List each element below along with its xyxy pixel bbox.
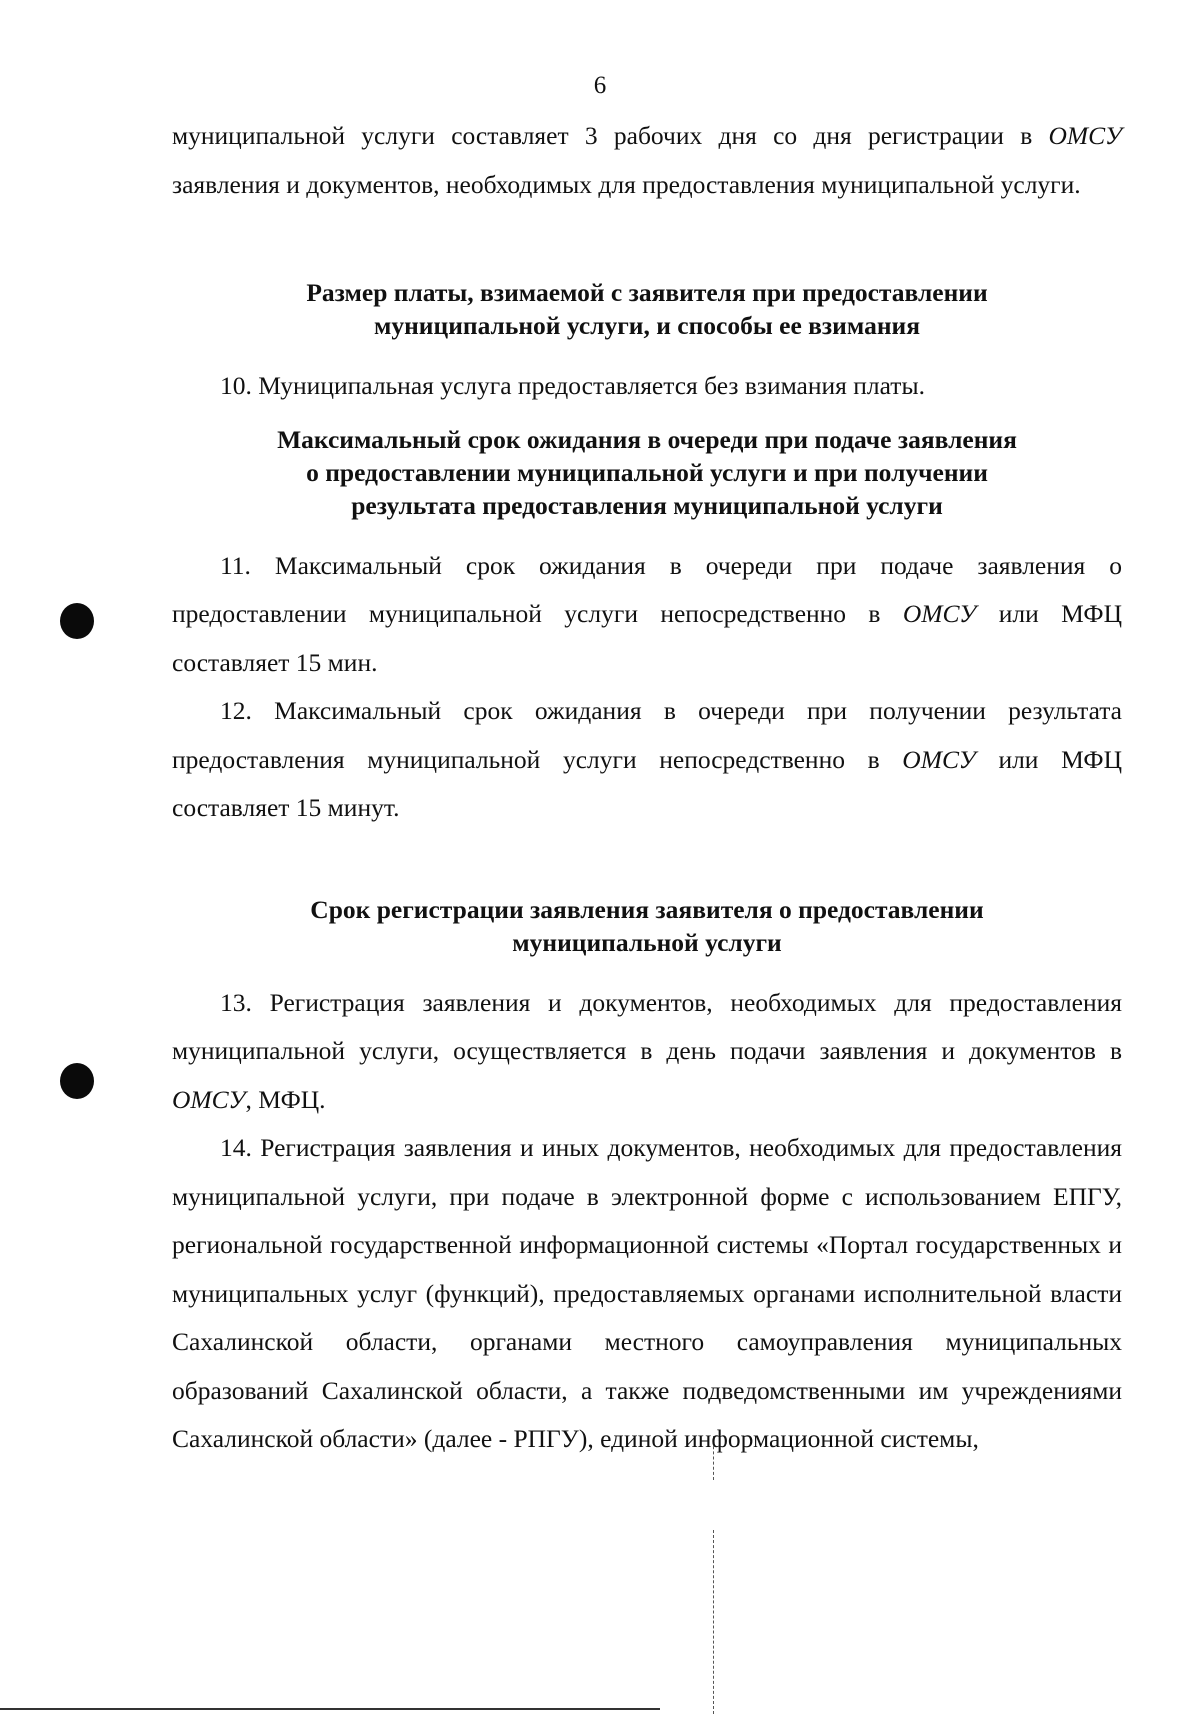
omsu-italic: ОМСУ bbox=[902, 744, 976, 774]
paragraph-14: 14. Регистрация заявления и иных документов, необходимых для предоставления муниципальной услуги, при подаче в электронной форме с использованием ЕПГУ, региональной государственной информационной системы «Портал государственных и муниципальных услуг (функций), предоставляемых органами исполнительной власти Сахалинской области, органами местного самоуправления муниципальных образований Сахалинской области, а также подведомственными им учреждениями Сахалинской области» (далее - РПГУ), единой информационной системы, bbox=[172, 1133, 1122, 1453]
scan-fold-line-lower bbox=[713, 1530, 714, 1714]
paragraph-continuation bbox=[172, 112, 1122, 209]
paragraph-text: 13. Регистрация заявления и документов, необходимых для предоставления муниципальной услуги, осуществляется в день подачи заявления и документов в bbox=[172, 987, 1122, 1065]
heading-line: Максимальный срок ожидания в очереди при подаче заявления bbox=[277, 424, 1017, 454]
heading-line: о предоставлении муниципальной услуги и при получении bbox=[306, 457, 988, 487]
punch-hole-bottom bbox=[60, 1063, 94, 1099]
section-heading-queue-time bbox=[172, 423, 1122, 522]
heading-line: Срок регистрации заявления заявителя о предоставлении bbox=[310, 894, 984, 924]
paragraph-text: муниципальной услуги составляет 3 рабочих дня со дня регистрации в bbox=[172, 121, 1049, 150]
document-body bbox=[172, 112, 1122, 1464]
omsu-italic: ОМСУ bbox=[902, 599, 977, 628]
section-heading-fee bbox=[172, 276, 1122, 342]
paragraph-12 bbox=[172, 687, 1122, 833]
paragraph-text: 12. Максимальный срок ожидания в очереди при получении результата предоставления муниципальной услуги непосредственно в bbox=[172, 696, 1122, 774]
heading-line: муниципальной услуги, и способы ее взимания bbox=[374, 311, 920, 340]
paragraph-text: 11. Максимальный срок ожидания в очереди при подаче заявления о предоставлении муниципальной услуги непосредственно в bbox=[172, 550, 1122, 628]
paragraph-text: , МФЦ. bbox=[245, 1084, 326, 1114]
omsu-italic: ОМСУ bbox=[1048, 121, 1122, 150]
heading-line: Размер платы, взимаемой с заявителя при предоставлении bbox=[306, 278, 988, 307]
heading-line: муниципальной услуги bbox=[512, 927, 782, 957]
page-number: 6 bbox=[593, 72, 607, 99]
section-heading-registration bbox=[172, 893, 1122, 959]
paragraph-text: заявления и документов, необходимых для предоставления муниципальной услуги. bbox=[172, 169, 1081, 199]
paragraph-text: или МФЦ составляет 15 мин. bbox=[172, 599, 1122, 677]
paragraph-13 bbox=[172, 979, 1122, 1125]
paragraph-text: или МФЦ составляет 15 минут. bbox=[172, 744, 1122, 822]
paragraph-11 bbox=[172, 542, 1122, 688]
scan-bottom-edge bbox=[0, 1708, 660, 1710]
paragraph-10: 10. Муниципальная услуга предоставляется без взимания платы. bbox=[220, 371, 925, 400]
omsu-italic: ОМСУ bbox=[172, 1084, 246, 1114]
heading-line: результата предоставления муниципальной услуги bbox=[351, 490, 943, 520]
punch-hole-top bbox=[60, 603, 94, 639]
